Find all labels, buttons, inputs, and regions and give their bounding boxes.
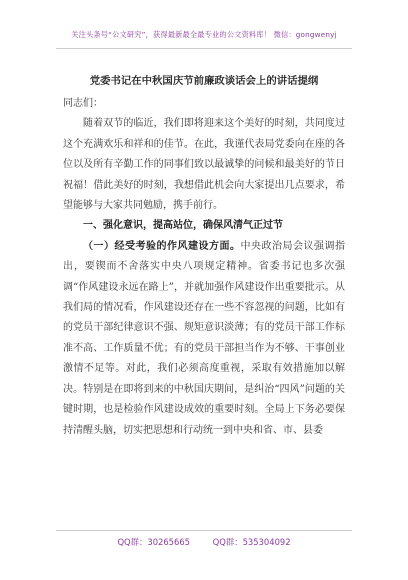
header-promo-text: 关注头条号“公文研究”，获得最新最全最专业的公文资料库！ 微信：gongwenyj [71, 30, 337, 39]
subsection-paragraph-1 [63, 237, 345, 441]
document-body [63, 94, 345, 441]
subsection-heading-1: （一）经受考验的作风建设方面。 [83, 240, 241, 252]
document-title: 党委书记在中秋国庆节前廉政谈话会上的讲话提纲 [89, 75, 319, 87]
header-divider [56, 48, 352, 49]
footer-qq-group-1: QQ群：30265665 [117, 537, 190, 547]
footer-divider [56, 530, 352, 531]
subsection-body-1: 中央政治局会议强调指出，要锲而不舍落实中央八项规定精神。省委书记也多次强调“作风建设永远在路上”，并就加强作风建设作出重要批示。从我们局的情况看，作风建设还存在一些不容忽视的问题，比如有的党员干部纪律意识不强、规矩意识淡薄；有的党员干部工作标准不高、工作质量不优；有的党员干部担当作为不够、干事创业激情不足等。对此，我们必须高度重视，采取有效措施加以解决。特别是在即将到来的中秋国庆期间，是纠治“四风”问题的关键时期，也是检验作风建设成效的重要时刻。全局上下务必要保持清醒头脑，切实把思想和行动统一到中央和省、市、县委 [63, 240, 345, 436]
salutation: 同志们： [63, 98, 103, 109]
footer [0, 536, 408, 548]
paragraph-intro: 随着双节的临近，我们即将迎来这个美好的时刻，共同度过这个充满欢乐和祥和的佳节。在此，我谨代表局党委向在座的各位以及所有辛勤工作的同事们致以最诚挚的问候和最美好的节日祝福！借此美好的时刻，我想借此机会向大家提出几点要求，希望能够与大家共同勉励，携手前行。 [63, 118, 345, 212]
section-heading-1: 一、强化意识，提高站位，确保风清气正过节 [83, 220, 283, 232]
footer-qq-group-2: QQ群：535304092 [212, 537, 291, 547]
